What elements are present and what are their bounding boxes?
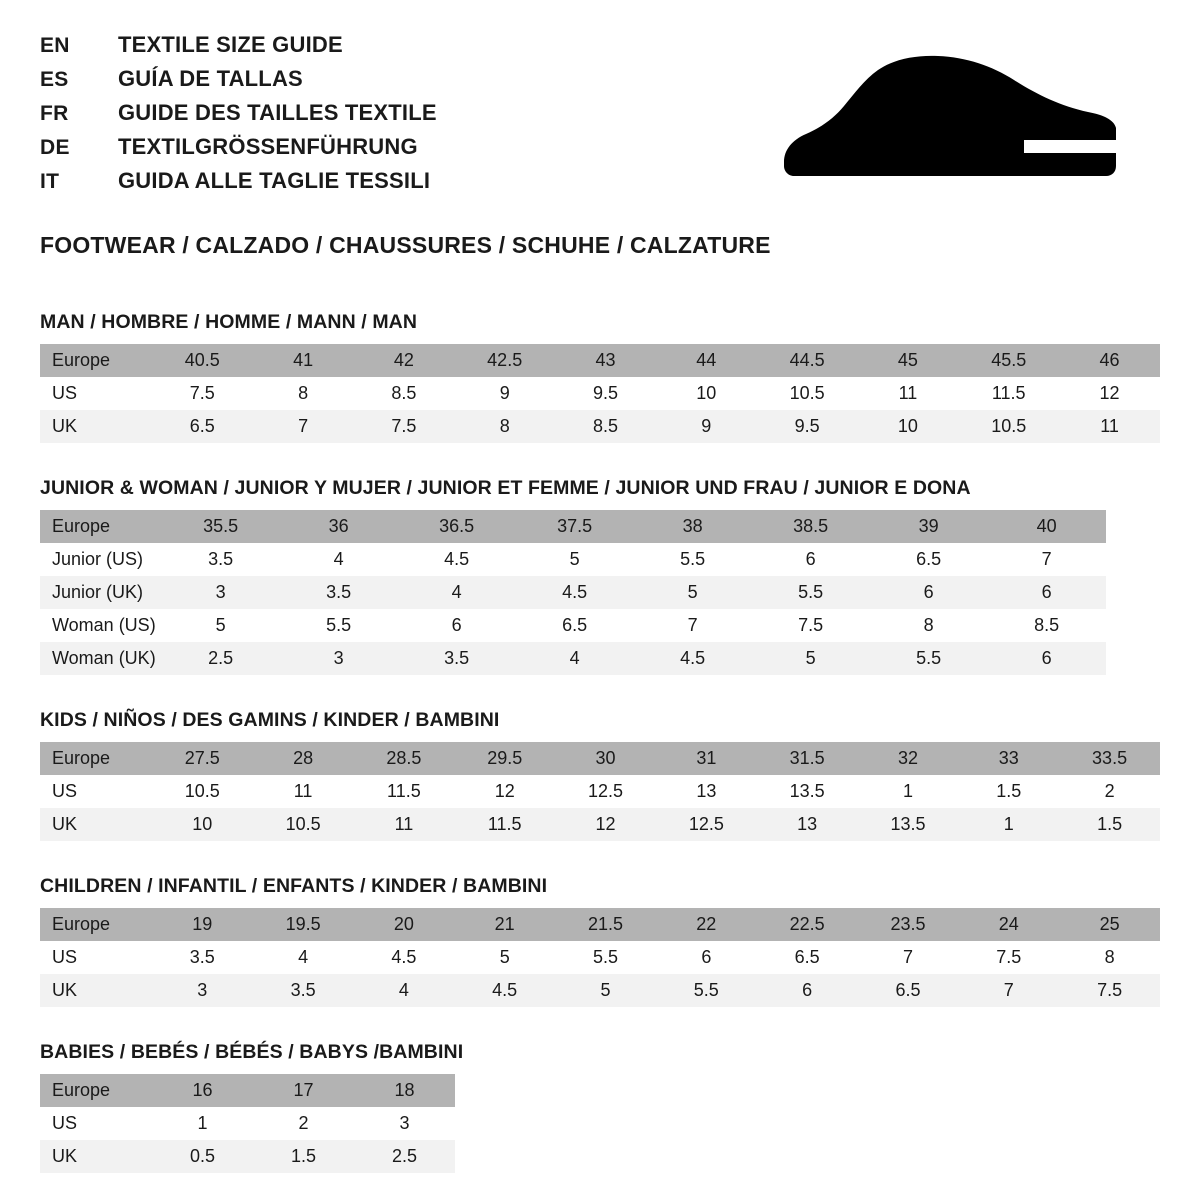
cell: 5.5 [634,543,752,576]
cell: 6 [398,609,516,642]
language-code: ES [40,68,69,91]
cell: 4 [516,642,634,675]
section-title: CHILDREN / INFANTIL / ENFANTS / KINDER / BAMBINI [40,875,548,897]
cell: 38.5 [752,510,870,543]
table-row [40,1140,455,1173]
cell: 21 [454,908,555,941]
row-label: Woman (UK) [40,642,162,675]
table-row [40,808,1160,841]
cell: 3.5 [398,642,516,675]
row-label: Europe [40,908,152,941]
cell: 13.5 [757,775,858,808]
cell: 11 [858,377,959,410]
cell: 4.5 [398,543,516,576]
cell: 11 [253,775,354,808]
section-title: KIDS / NIÑOS / DES GAMINS / KINDER / BAMBINI [40,709,500,731]
language-code: FR [40,102,69,125]
cell: 11.5 [958,377,1059,410]
cell: 45 [858,344,959,377]
cell: 6.5 [516,609,634,642]
cell: 36 [280,510,398,543]
section-title: BABIES / BEBÉS / BÉBÉS / BABYS /BAMBINI [40,1041,464,1063]
cell: 25 [1059,908,1160,941]
cell: 12.5 [555,775,656,808]
cell: 12 [1059,377,1160,410]
cell: 44 [656,344,757,377]
cell: 7 [858,941,959,974]
cell: 5.5 [870,642,988,675]
cell: 42 [353,344,454,377]
row-label: US [40,775,152,808]
cell: 18 [354,1074,455,1107]
cell: 40.5 [152,344,253,377]
cell: 6.5 [870,543,988,576]
cell: 43 [555,344,656,377]
section-children [40,875,1160,1007]
cell: 8.5 [353,377,454,410]
cell: 7.5 [1059,974,1160,1007]
cell: 7.5 [958,941,1059,974]
cell: 45.5 [958,344,1059,377]
section-junior-woman [40,477,1160,675]
row-label: US [40,377,152,410]
cell: 10.5 [958,410,1059,443]
language-row [40,66,437,100]
cell: 12 [555,808,656,841]
cell: 2.5 [354,1140,455,1173]
cell: 28 [253,742,354,775]
cell: 4.5 [516,576,634,609]
language-title: TEXTILGRÖSSENFÜHRUNG [118,134,418,159]
cell: 28.5 [354,742,455,775]
cell: 9.5 [555,377,656,410]
cell: 39 [870,510,988,543]
cell: 6 [757,974,858,1007]
cell: 11 [354,808,455,841]
language-title: GUIDA ALLE TAGLIE TESSILI [118,168,431,193]
table-row [40,908,1160,941]
cell: 9 [656,410,757,443]
cell: 3.5 [152,941,253,974]
cell: 12 [454,775,555,808]
cell: 3 [152,974,253,1007]
cell: 8 [454,410,555,443]
table-row [40,775,1160,808]
cell: 1.5 [1059,808,1160,841]
cell: 42.5 [454,344,555,377]
language-row [40,100,437,134]
cell: 20 [354,908,455,941]
cell: 8.5 [555,410,656,443]
cell: 6 [988,576,1106,609]
cell: 4.5 [634,642,752,675]
cell: 11.5 [354,775,455,808]
table-row [40,510,1106,543]
cell: 8 [1059,941,1160,974]
cell: 10.5 [757,377,858,410]
cell: 6.5 [152,410,253,443]
cell: 2.5 [162,642,280,675]
category-title: FOOTWEAR / CALZADO / CHAUSSURES / SCHUHE / CALZATURE [40,232,771,258]
cell: 5.5 [555,941,656,974]
cell: 33 [958,742,1059,775]
cell: 10 [152,808,253,841]
cell: 4.5 [354,941,455,974]
dress-shoe-icon [758,32,1160,184]
cell: 44.5 [757,344,858,377]
cell: 31.5 [757,742,858,775]
section-man [40,311,1160,443]
cell: 13 [656,775,757,808]
size-table-junior-woman [40,510,1106,675]
language-row [40,168,437,202]
cell: 5.5 [752,576,870,609]
cell: 13.5 [858,808,959,841]
cell: 7 [958,974,1059,1007]
cell: 7 [634,609,752,642]
cell: 24 [958,908,1059,941]
size-table-man [40,344,1160,443]
cell: 35.5 [162,510,280,543]
cell: 11 [1059,410,1160,443]
cell: 6.5 [757,941,858,974]
cell: 23.5 [858,908,959,941]
language-row [40,32,437,66]
size-table-children [40,908,1160,1007]
cell: 38 [634,510,752,543]
row-label: UK [40,1140,152,1173]
language-list [40,32,437,202]
row-label: Europe [40,344,152,377]
row-label: Junior (US) [40,543,162,576]
row-label: UK [40,974,152,1007]
language-code: IT [40,170,60,193]
cell: 1 [152,1107,253,1140]
section-title: JUNIOR & WOMAN / JUNIOR Y MUJER / JUNIOR ET FEMME / JUNIOR UND FRAU / JUNIOR E DONA [40,477,971,499]
table-row [40,609,1106,642]
cell: 17 [253,1074,354,1107]
cell: 10.5 [152,775,253,808]
section-title: MAN / HOMBRE / HOMME / MANN / MAN [40,311,418,333]
cell: 11.5 [454,808,555,841]
cell: 7.5 [353,410,454,443]
cell: 4 [354,974,455,1007]
language-title: GUÍA DE TALLAS [118,66,303,91]
table-row [40,742,1160,775]
cell: 3 [162,576,280,609]
language-code: DE [40,136,70,159]
cell: 4.5 [454,974,555,1007]
cell: 30 [555,742,656,775]
cell: 10 [656,377,757,410]
language-row [40,134,437,168]
cell: 7.5 [152,377,253,410]
cell: 5.5 [280,609,398,642]
cell: 1 [858,775,959,808]
cell: 1.5 [958,775,1059,808]
cell: 16 [152,1074,253,1107]
cell: 5 [555,974,656,1007]
table-row [40,1074,455,1107]
table-row [40,642,1106,675]
row-label: Woman (US) [40,609,162,642]
cell: 4 [280,543,398,576]
size-table-babies [40,1074,455,1173]
cell: 31 [656,742,757,775]
cell: 2 [1059,775,1160,808]
cell: 36.5 [398,510,516,543]
cell: 10.5 [253,808,354,841]
table-row [40,344,1160,377]
row-label: US [40,941,152,974]
section-kids [40,709,1160,841]
cell: 10 [858,410,959,443]
cell: 6 [752,543,870,576]
cell: 5 [634,576,752,609]
row-label: Junior (UK) [40,576,162,609]
cell: 2 [253,1107,354,1140]
table-row [40,377,1160,410]
cell: 8 [253,377,354,410]
cell: 3 [280,642,398,675]
cell: 6.5 [858,974,959,1007]
section-babies [40,1041,1160,1173]
cell: 19 [152,908,253,941]
cell: 7 [253,410,354,443]
cell: 0.5 [152,1140,253,1173]
cell: 40 [988,510,1106,543]
cell: 29.5 [454,742,555,775]
cell: 5 [516,543,634,576]
cell: 6 [870,576,988,609]
cell: 32 [858,742,959,775]
cell: 1 [958,808,1059,841]
row-label: UK [40,410,152,443]
cell: 5 [454,941,555,974]
size-table-kids [40,742,1160,841]
cell: 5 [162,609,280,642]
cell: 22 [656,908,757,941]
row-label: UK [40,808,152,841]
language-code: EN [40,34,70,57]
cell: 46 [1059,344,1160,377]
cell: 8 [870,609,988,642]
cell: 3.5 [162,543,280,576]
row-label: Europe [40,510,162,543]
cell: 3.5 [253,974,354,1007]
cell: 12.5 [656,808,757,841]
row-label: Europe [40,742,152,775]
cell: 33.5 [1059,742,1160,775]
cell: 6 [656,941,757,974]
cell: 6 [988,642,1106,675]
cell: 5 [752,642,870,675]
table-row [40,1107,455,1140]
cell: 9.5 [757,410,858,443]
language-title: TEXTILE SIZE GUIDE [118,32,343,57]
cell: 27.5 [152,742,253,775]
cell: 3 [354,1107,455,1140]
cell: 4 [253,941,354,974]
cell: 21.5 [555,908,656,941]
table-row [40,974,1160,1007]
language-title: GUIDE DES TAILLES TEXTILE [118,100,437,125]
cell: 5.5 [656,974,757,1007]
cell: 7.5 [752,609,870,642]
cell: 19.5 [253,908,354,941]
cell: 4 [398,576,516,609]
row-label: US [40,1107,152,1140]
cell: 22.5 [757,908,858,941]
document-header [40,32,1160,202]
cell: 3.5 [280,576,398,609]
cell: 7 [988,543,1106,576]
cell: 37.5 [516,510,634,543]
table-row [40,941,1160,974]
table-row [40,410,1160,443]
cell: 41 [253,344,354,377]
cell: 1.5 [253,1140,354,1173]
cell: 13 [757,808,858,841]
cell: 9 [454,377,555,410]
table-row [40,543,1106,576]
row-label: Europe [40,1074,152,1107]
cell: 8.5 [988,609,1106,642]
table-row [40,576,1106,609]
